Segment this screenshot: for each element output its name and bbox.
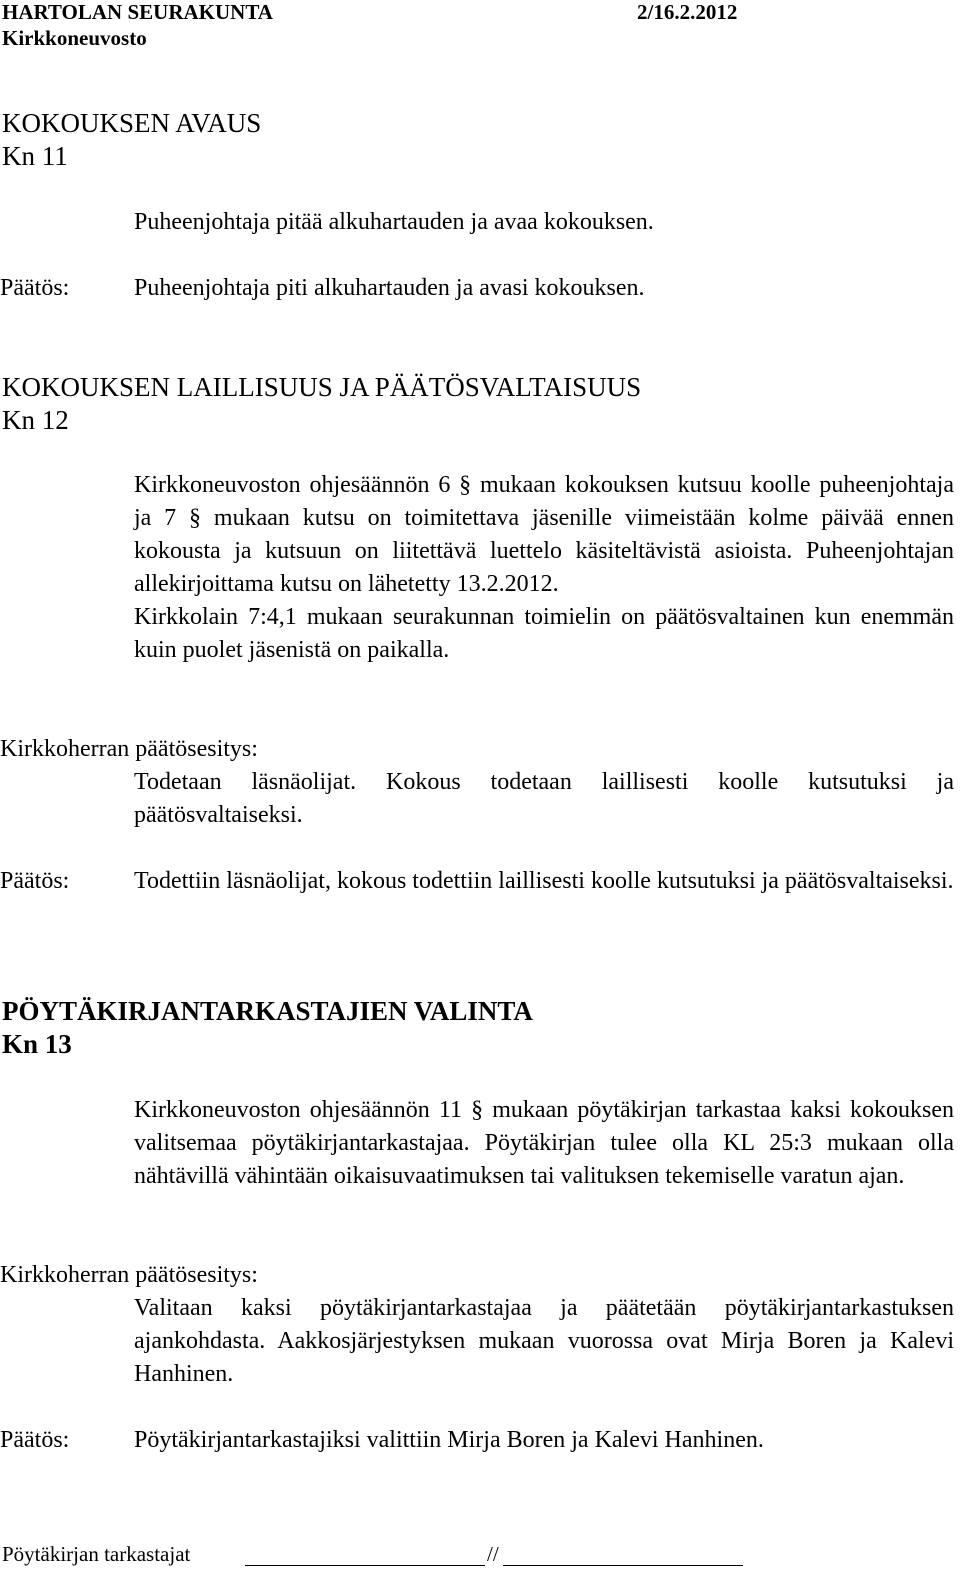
- proposal-label: Kirkkoherran päätösesitys:: [0, 736, 258, 762]
- footer-separator: //: [487, 1542, 499, 1566]
- body-name: Kirkkoneuvosto: [2, 26, 147, 50]
- paragraph: Todettiin läsnäolijat, kokous todettiin laillisesti koolle kutsutuksi ja päätösvaltaiseksi.: [134, 868, 954, 894]
- section-text-kn11: [134, 206, 954, 239]
- paragraph: Pöytäkirjantarkastajiksi valittiin Mirja Boren ja Kalevi Hanhinen.: [134, 1427, 764, 1453]
- organization-name: HARTOLAN SEURAKUNTA: [2, 0, 273, 24]
- paragraph: Puheenjohtaja piti alkuhartauden ja avasi kokouksen.: [134, 275, 645, 301]
- section-number-kn13: Kn 13: [2, 1029, 72, 1059]
- paragraph: Puheenjohtaja pitää alkuhartauden ja avaa kokouksen.: [134, 209, 654, 235]
- section-title-kn12: KOKOUKSEN LAILLISUUS JA PÄÄTÖSVALTAISUUS: [2, 372, 642, 402]
- proposal-text-kn13: [134, 1292, 954, 1391]
- paragraph: Valitaan kaksi pöytäkirjantarkastajaa ja päätetään pöytäkirjantarkastuksen ajankohdasta. Aakkosjärjestyksen mukaan vuorossa ovat Mirja Boren ja Kalevi Hanhinen.: [134, 1295, 954, 1387]
- paragraph: Kirkkoneuvoston ohjesäännön 11 § mukaan pöytäkirjan tarkastaa kaksi kokouksen valitsemaa pöytäkirjantarkastajaa. Pöytäkirjan tulee olla KL 25:3 mukaan olla nähtävillä vähintään oikaisuvaatimuksen tai valituksen tekemiselle varatun ajan.: [134, 1097, 954, 1189]
- decision-label: Päätös:: [0, 275, 70, 301]
- signature-line-1: [245, 1565, 485, 1566]
- section-text-kn13: [134, 1094, 954, 1193]
- proposal-label: Kirkkoherran päätösesitys:: [0, 1262, 258, 1288]
- section-number-kn11: Kn 11: [2, 141, 68, 171]
- decision-label: Päätös:: [0, 1427, 70, 1453]
- section-text-kn12: [134, 469, 954, 667]
- decision-text-kn13: [134, 1424, 954, 1457]
- section-title-kn11: KOKOUKSEN AVAUS: [2, 108, 262, 138]
- paragraph: Todetaan läsnäolijat. Kokous todetaan laillisesti koolle kutsutuksi ja päätösvaltaiseksi.: [134, 769, 954, 828]
- paragraph: Kirkkolain 7:4,1 mukaan seurakunnan toimielin on päätösvaltainen kun enemmän kuin puolet jäsenistä on paikalla.: [134, 604, 954, 663]
- section-number-kn12: Kn 12: [2, 405, 69, 435]
- proposal-text-kn12: [134, 766, 954, 832]
- document-date: 2/16.2.2012: [637, 0, 738, 24]
- footer-label: Pöytäkirjan tarkastajat: [2, 1542, 191, 1566]
- decision-text-kn11: [134, 272, 954, 305]
- section-title-kn13: PÖYTÄKIRJANTARKASTAJIEN VALINTA: [2, 996, 533, 1026]
- decision-text-kn12: [134, 865, 954, 898]
- signature-line-2: [503, 1565, 743, 1566]
- decision-label: Päätös:: [0, 868, 70, 894]
- paragraph: Kirkkoneuvoston ohjesäännön 6 § mukaan kokouksen kutsuu koolle puheenjohtaja ja 7 § mukaan kutsu on toimitettava jäsenille viimeistään kolme päivää ennen kokousta ja kutsuun on liitettävä luettelo käsiteltävistä asioista. Puheenjohtajan allekirjoittama kutsu on lähetetty 13.2.2012.: [134, 472, 954, 597]
